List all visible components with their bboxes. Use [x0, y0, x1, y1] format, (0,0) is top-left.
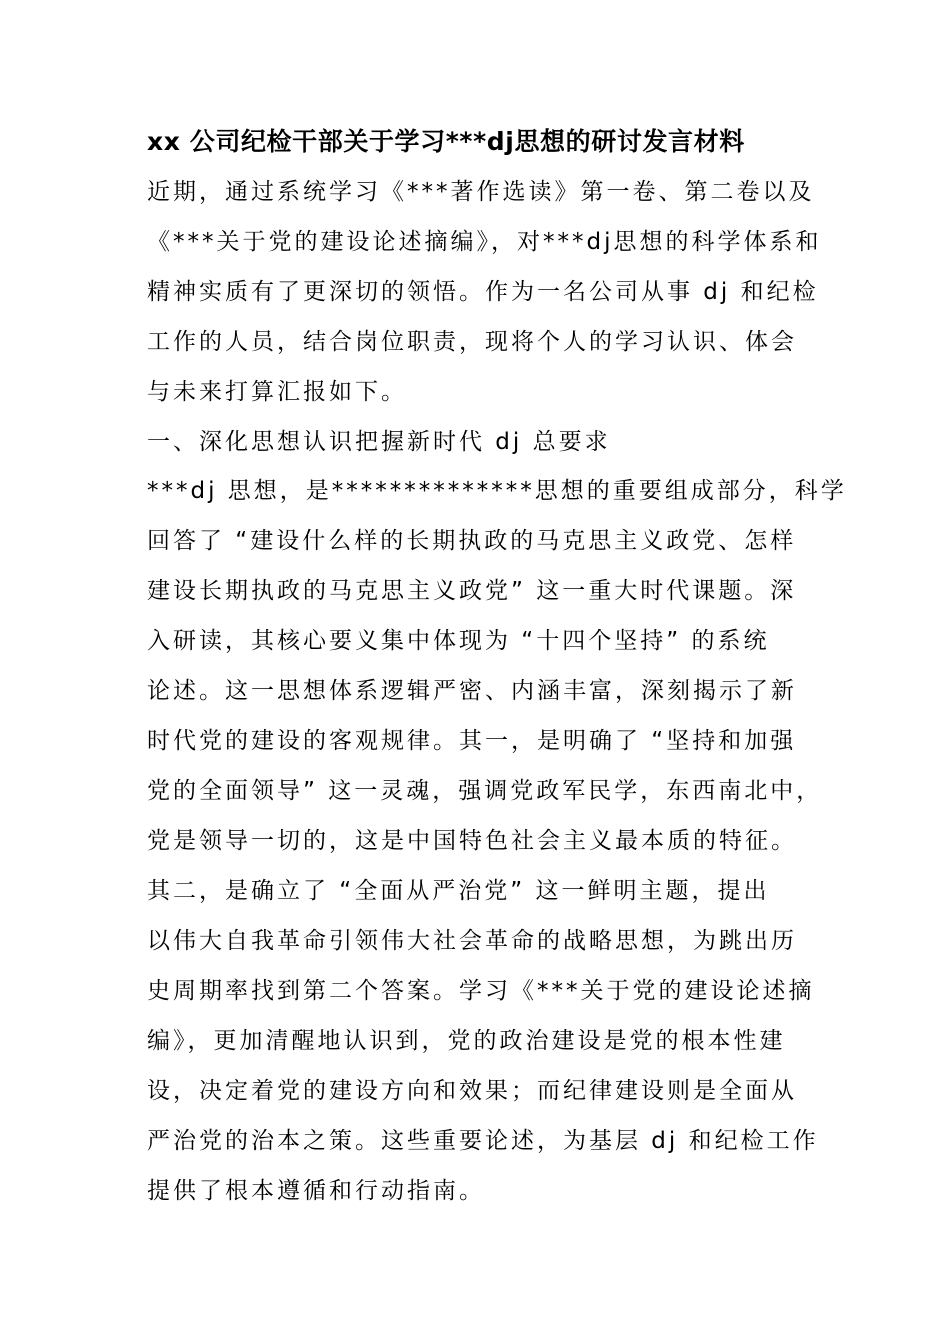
paragraph-line: 建设长期执政的马克思主义政党” 这一重大时代课题。深	[147, 578, 797, 604]
paragraph-line: 工作的人员，结合岗位职责，现将个人的学习认识、体会	[147, 329, 797, 355]
document-title: xx 公司纪检干部关于学习***dj思想的研讨发言材料	[147, 127, 745, 156]
paragraph-line: 精神实质有了更深切的领悟。作为一名公司从事 dj 和纪检	[147, 279, 819, 305]
paragraph-line: 编》，更加清醒地认识到，党的政治建设是党的根本性建	[147, 1028, 786, 1054]
paragraph-line: 入研读，其核心要义集中体现为 “十四个坚持” 的系统	[147, 628, 770, 654]
paragraph-line: 回答了 “建设什么样的长期执政的马克思主义政党、怎样	[147, 528, 797, 554]
paragraph-line: 与未来打算汇报如下。	[147, 379, 407, 405]
paragraph-line: 时代党的建设的客观规律。其一，是明确了 “坚持和加强	[147, 728, 797, 754]
paragraph-line: 党的全面领导” 这一灵魂，强调党政军民学，东西南北中，	[147, 778, 823, 804]
section-heading: 一、深化思想认识把握新时代 dj 总要求	[147, 429, 611, 455]
paragraph-line: 提供了根本遵循和行动指南。	[147, 1178, 485, 1204]
paragraph-line: 党是领导一切的，这是中国特色社会主义最本质的特征。	[147, 828, 797, 854]
paragraph-line: 严治党的治本之策。这些重要论述，为基层 dj 和纪检工作	[147, 1128, 819, 1154]
paragraph-line: 以伟大自我革命引领伟大社会革命的战略思想，为跳出历	[147, 928, 797, 954]
paragraph-line: ***dj 思想，是**************思想的重要组成部分，科学	[147, 478, 847, 504]
paragraph-line: 史周期率找到第二个答案。学习《***关于党的建设论述摘	[147, 978, 815, 1004]
paragraph-line: 设，决定着党的建设方向和效果；而纪律建设则是全面从	[147, 1078, 797, 1104]
paragraph-line: 论述。这一思想体系逻辑严密、内涵丰富，深刻揭示了新	[147, 678, 797, 704]
paragraph-line: 其二，是确立了 “全面从严治党” 这一鲜明主题，提出	[147, 878, 770, 904]
paragraph-line: 近期，通过系统学习《***著作选读》第一卷、第二卷以及	[147, 179, 815, 205]
paragraph-line: 《***关于党的建设论述摘编》，对***dj思想的科学体系和	[147, 229, 822, 255]
